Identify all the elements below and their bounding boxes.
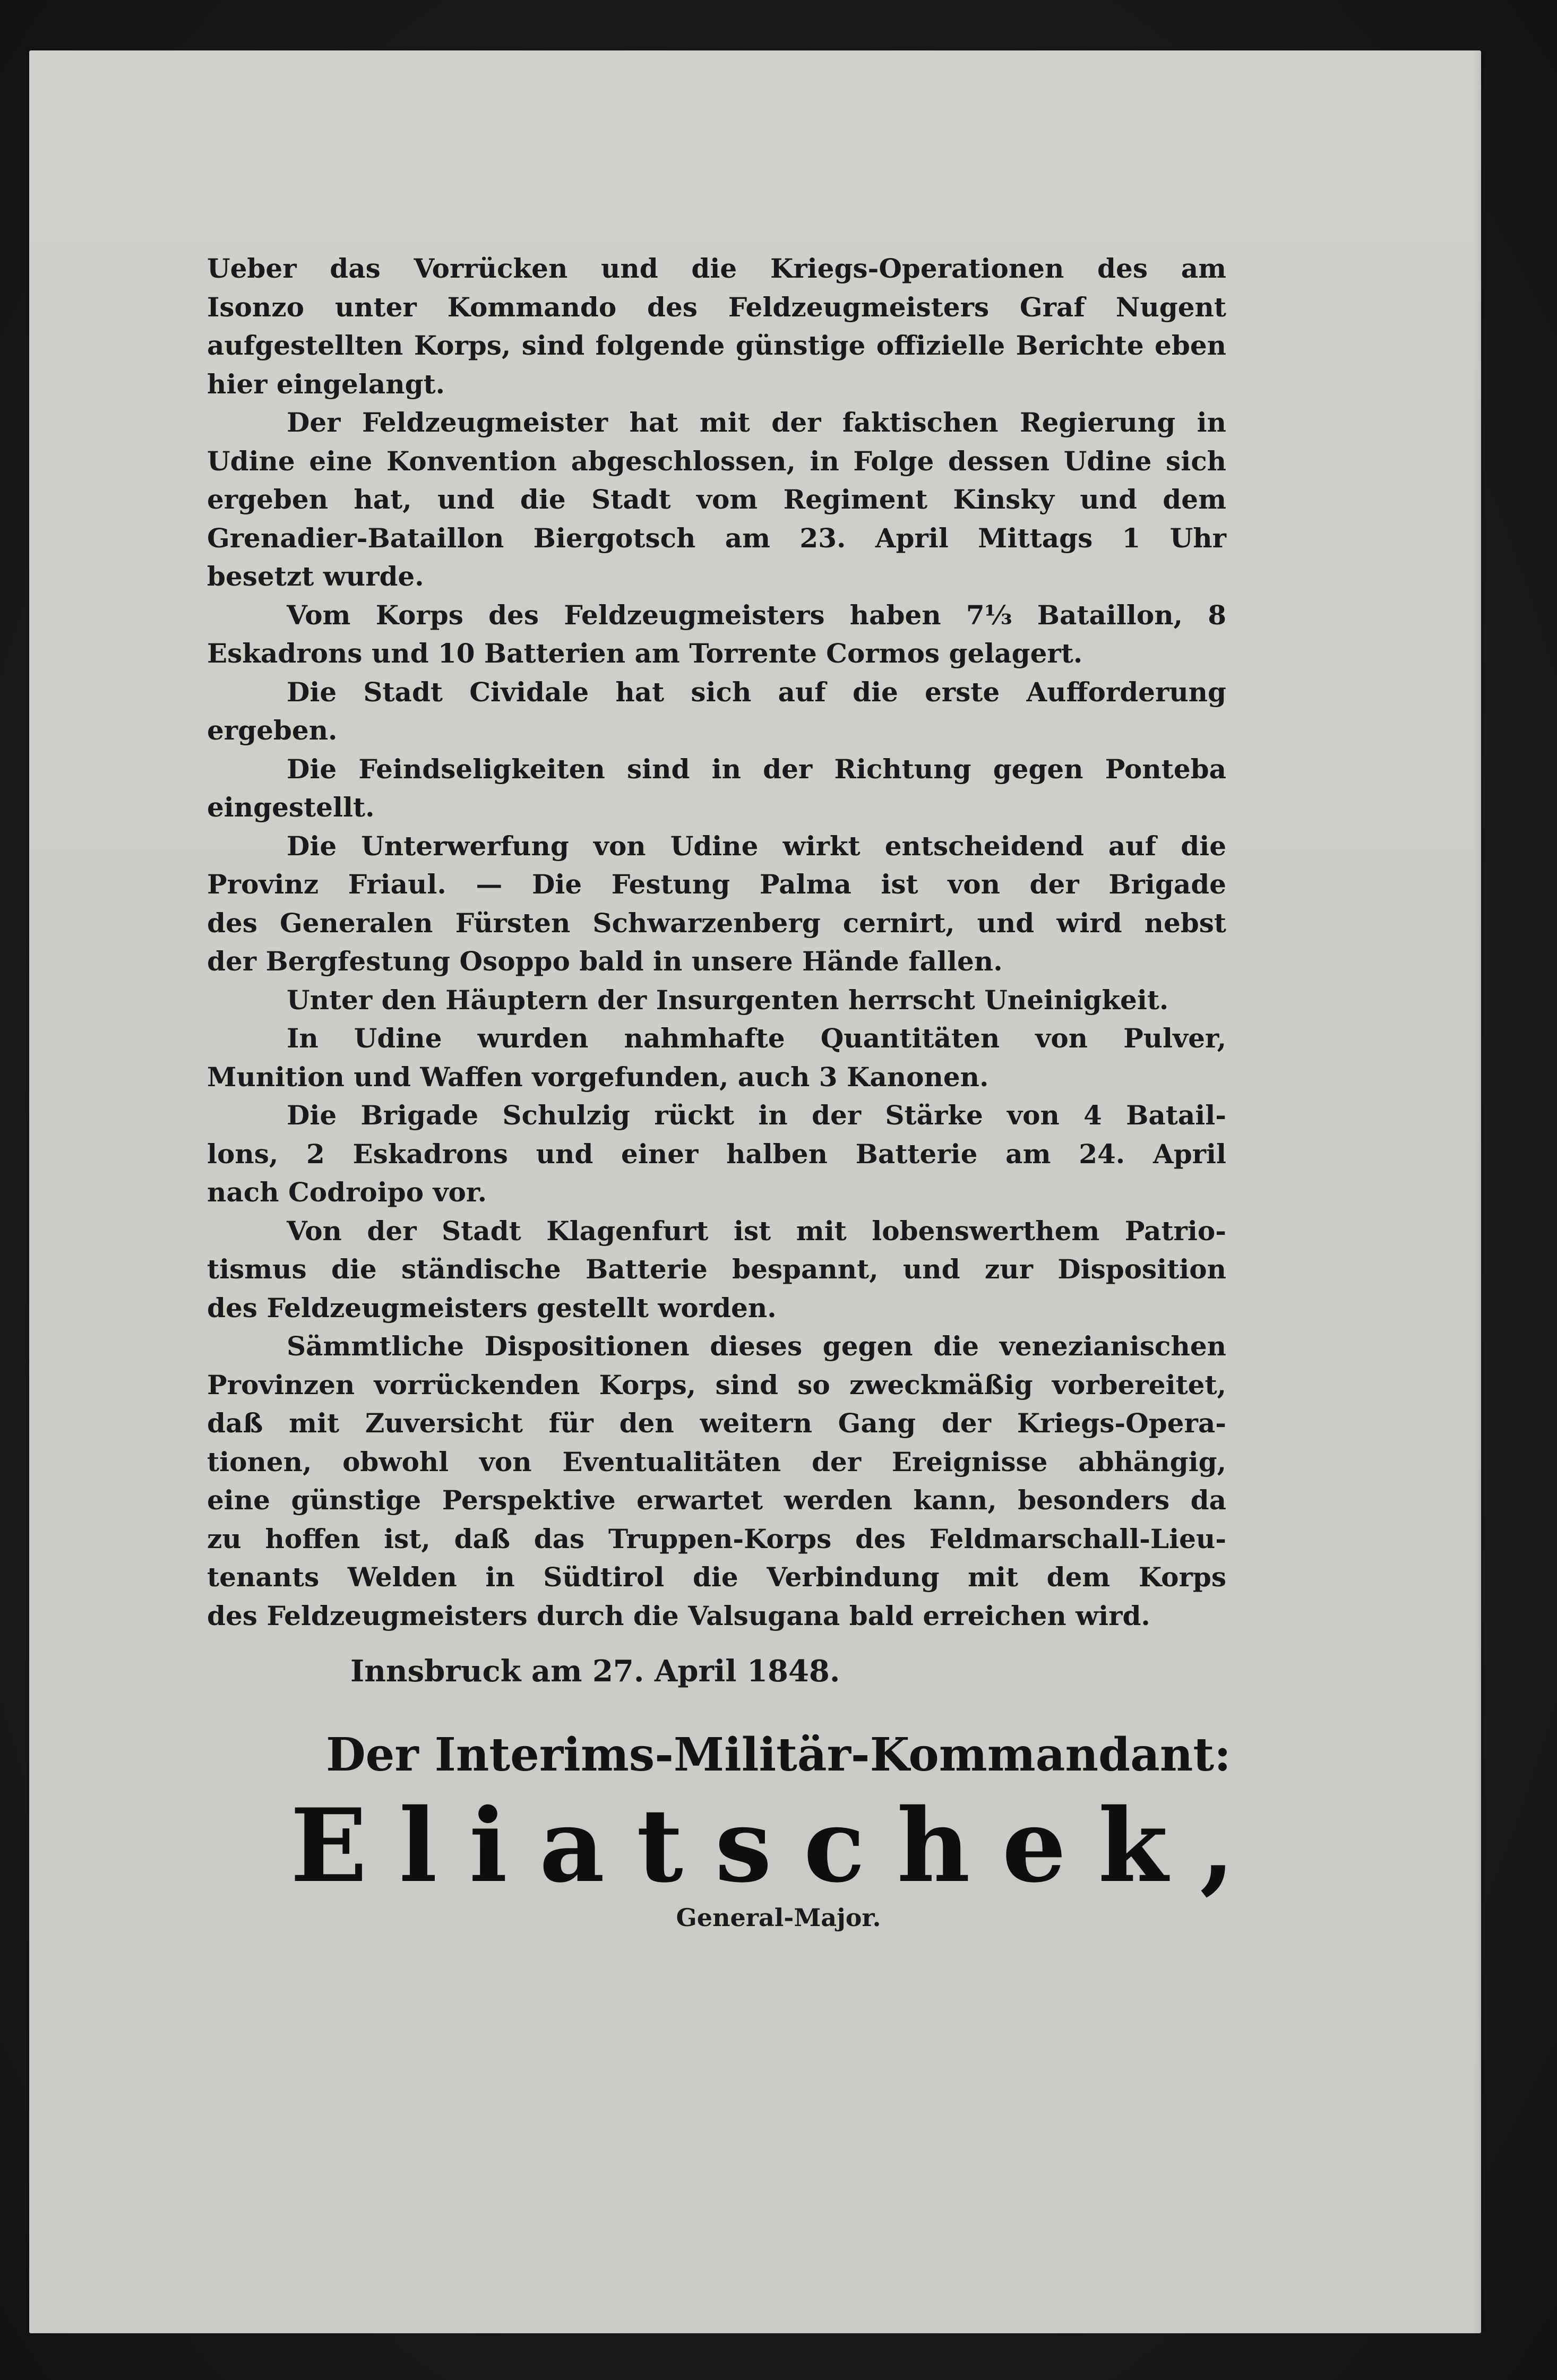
text-line: Ueber das Vorrücken und die Kriegs-Operationen des am [207,253,1226,284]
text-line: Provinz Friaul. — Die Festung Palma ist von der Brigade [207,869,1226,900]
text-line: Die Stadt Cividale hat sich auf die erste Aufforderung [287,676,1226,708]
text-line: Die Feindseligkeiten sind in der Richtung gegen Ponteba [287,753,1226,785]
text-line: daß mit Zuversicht für den weitern Gang der Kriegs-Opera- [207,1407,1226,1439]
paper-edge-shadow [1474,50,1481,2333]
text-line: eingestellt. [207,792,375,823]
body-text [207,250,1226,1635]
text-line: des Generalen Fürsten Schwarzenberg cernirt, und wird nebst [207,907,1226,939]
text-line: Provinzen vorrückenden Korps, sind so zweckmäßig vorbereitet, [207,1369,1226,1400]
signature-name: Eliatschek, [290,1786,1267,1905]
text-line: Die Unterwerfung von Udine wirkt entscheidend auf die [287,830,1226,862]
text-line: ergeben hat, und die Stadt vom Regiment Kinsky und dem [207,484,1226,515]
signature-rank: General-Major. [676,1903,881,1932]
paragraph [207,673,1226,750]
text-line: zu hoffen ist, daß das Truppen-Korps des Feldmarschall-Lieu- [207,1523,1226,1554]
text-line: Vom Korps des Feldzeugmeisters haben 7⅓ Bataillon, 8 [287,599,1226,631]
text-line: Sämmtliche Dispositionen dieses gegen die venezianischen [287,1330,1226,1362]
text-line: Die Brigade Schulzig rückt in der Stärke von 4 Batail- [287,1099,1226,1131]
text-line: der Bergfestung Osoppo bald in unsere Hände fallen. [207,946,1003,977]
paragraph [207,1212,1226,1328]
text-line: Unter den Häuptern der Insurgenten herrscht Uneinigkeit. [287,984,1169,1016]
place-date: Innsbruck am 27. April 1848. [350,1654,840,1689]
paragraph [207,750,1226,827]
paragraph [207,981,1226,1020]
text-line: In Udine wurden nahmhafte Quantitäten von Pulver, [287,1023,1226,1054]
paragraph [207,827,1226,981]
text-line: lons, 2 Eskadrons und einer halben Batterie am 24. April [207,1138,1226,1170]
text-line: des Feldzeugmeisters durch die Valsugana bald erreichen wird. [207,1600,1150,1631]
commander-title: Der Interims-Militär-Kommandant: [326,1728,1231,1782]
paragraph [207,1019,1226,1096]
text-line: aufgestellten Korps, sind folgende günstige offizielle Berichte eben [207,330,1226,361]
paragraph [207,1327,1226,1635]
text-line: ergeben. [207,715,338,746]
text-line: eine günstige Perspektive erwartet werden kann, besonders da [207,1484,1226,1516]
paragraph [207,403,1226,596]
text-line: Isonzo unter Kommando des Feldzeugmeisters Graf Nugent [207,291,1226,323]
paragraph [207,1096,1226,1212]
text-line: besetzt wurde. [207,561,424,592]
text-line: tenants Welden in Südtirol die Verbindung mit dem Korps [207,1561,1226,1593]
paragraph [207,250,1226,403]
text-line: tismus die ständische Batterie bespannt, und zur Disposition [207,1253,1226,1285]
text-line: Von der Stadt Klagenfurt ist mit lobenswerthem Patrio- [287,1215,1226,1247]
text-line: des Feldzeugmeisters gestellt worden. [207,1292,777,1324]
text-line: nach Codroipo vor. [207,1176,487,1208]
text-line: Grenadier-Bataillon Biergotsch am 23. April Mittags 1 Uhr [207,522,1226,554]
text-line: hier eingelangt. [207,368,445,400]
text-line: Munition und Waffen vorgefunden, auch 3 Kanonen. [207,1061,989,1093]
paragraph [207,596,1226,673]
text-line: Udine eine Konvention abgeschlossen, in Folge dessen Udine sich [207,445,1226,477]
text-line: Der Feldzeugmeister hat mit der faktischen Regierung in [287,407,1226,438]
text-line: tionen, obwohl von Eventualitäten der Ereignisse abhängig, [207,1446,1226,1477]
text-line: Eskadrons und 10 Batterien am Torrente Cormos gelagert. [207,638,1083,669]
